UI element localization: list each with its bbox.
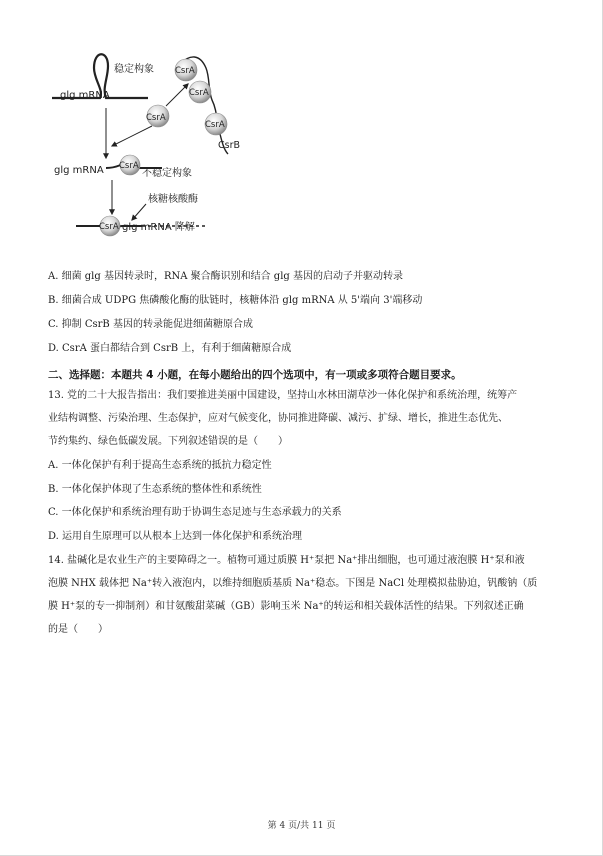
option-text: 细菌合成 UDPG 焦磷酸化酶的肽链时，核糖体沿 glg mRNA 从 5'端向 3'端移动: [61, 295, 423, 306]
label-csra-chain-2: CsrA: [189, 88, 209, 98]
q13-option-d: [48, 530, 302, 544]
csra-regulation-diagram: [40, 40, 310, 250]
q12-option-c: [48, 318, 253, 332]
option-letter: B.: [48, 295, 59, 306]
option-text: 一体化保护和系统治理有助于协调生态足迹与生态承载力的关系: [61, 507, 342, 518]
option-letter: C.: [48, 319, 59, 330]
option-text: 细菌 glg 基因转录时，RNA 聚合酶识别和结合 glg 基因的启动子并驱动转录: [61, 271, 403, 282]
label-unstable: 不稳定构象: [142, 168, 192, 179]
option-text: 一体化保护体现了生态系统的整体性和系统性: [61, 484, 262, 495]
arrow-csra-to-chain: [166, 84, 188, 106]
label-csrb: CsrB: [218, 140, 241, 151]
q13-option-a: [48, 459, 272, 473]
q14-line-2: 泡膜 NHX 载体把 Na⁺转入液泡内，以维持细胞质基质 Na⁺稳态。下图是 NaCl 处理模拟盐胁迫，钒酸钠（质: [48, 578, 538, 589]
option-letter: D.: [48, 343, 59, 354]
q12-option-b: [48, 294, 422, 308]
arrow-rnase: [132, 204, 146, 220]
label-degrade: glg mRNA 降解: [122, 222, 195, 233]
option-letter: A.: [48, 460, 59, 471]
q13-line-2: 业结构调整、污染治理、生态保护，应对气候变化，协同推进降碳、减污、扩绿、增长，推进生态优先、: [48, 413, 508, 424]
q12-option-a: [48, 270, 403, 284]
label-csra-bound: CsrA: [119, 161, 139, 171]
label-csra-mid: CsrA: [146, 113, 166, 123]
label-csra-bottom: CsrA: [99, 222, 119, 232]
diagram-svg: [40, 40, 310, 250]
option-letter: D.: [48, 531, 59, 542]
q14-line-1: 14. 盐碱化是农业生产的主要障碍之一。植物可通过质膜 H⁺泵把 Na⁺排出细胞，也可通过液泡膜 H⁺泵和液: [48, 555, 525, 566]
label-glg-mrna-mid: glg mRNA: [54, 165, 104, 176]
q13-option-c: [48, 506, 342, 520]
q14-line-4: 的是（ ）: [48, 624, 108, 635]
option-text: 一体化保护有利于提高生态系统的抵抗力稳定性: [61, 460, 272, 471]
arrow-csra-to-mrna: [112, 126, 152, 146]
label-stable: 稳定构象: [114, 64, 154, 75]
section-title: 二、选择题：本题共 4 小题，在每小题给出的四个选项中，有一项或多项符合题目要求。: [48, 369, 462, 381]
q14-line-3: 膜 H⁺泵的专一抑制剂）和甘氨酸甜菜碱（GB）影响玉米 Na⁺的转运和相关载体活性的结果。下列叙述正确: [48, 601, 524, 612]
option-letter: B.: [48, 484, 59, 495]
q13-line-1: 13. 党的二十大报告指出：我们要推进美丽中国建设，坚持山水林田湖草沙一体化保护和系统治理，统筹产: [48, 390, 518, 401]
q13-option-b: [48, 483, 262, 497]
q13-line-3: 节约集约、绿色低碳发展。下列叙述错误的是（ ）: [48, 436, 288, 447]
option-text: 抑制 CsrB 基因的转录能促进细菌糖原合成: [61, 319, 253, 330]
label-csra-chain-1: CsrA: [175, 66, 195, 76]
label-csra-chain-3: CsrA: [205, 120, 225, 130]
label-glg-mrna-top: glg mRNA: [60, 90, 110, 101]
option-text: CsrA 蛋白都结合到 CsrB 上，有利于细菌糖原合成: [62, 343, 292, 354]
option-text: 运用自生原理可以从根本上达到一体化保护和系统治理: [62, 531, 303, 542]
q12-option-d: [48, 342, 291, 356]
option-letter: A.: [48, 271, 59, 282]
label-rnase: 核糖核酸酶: [148, 194, 198, 205]
page-number: 第 4 页/共 11 页: [267, 821, 336, 831]
option-letter: C.: [48, 507, 59, 518]
